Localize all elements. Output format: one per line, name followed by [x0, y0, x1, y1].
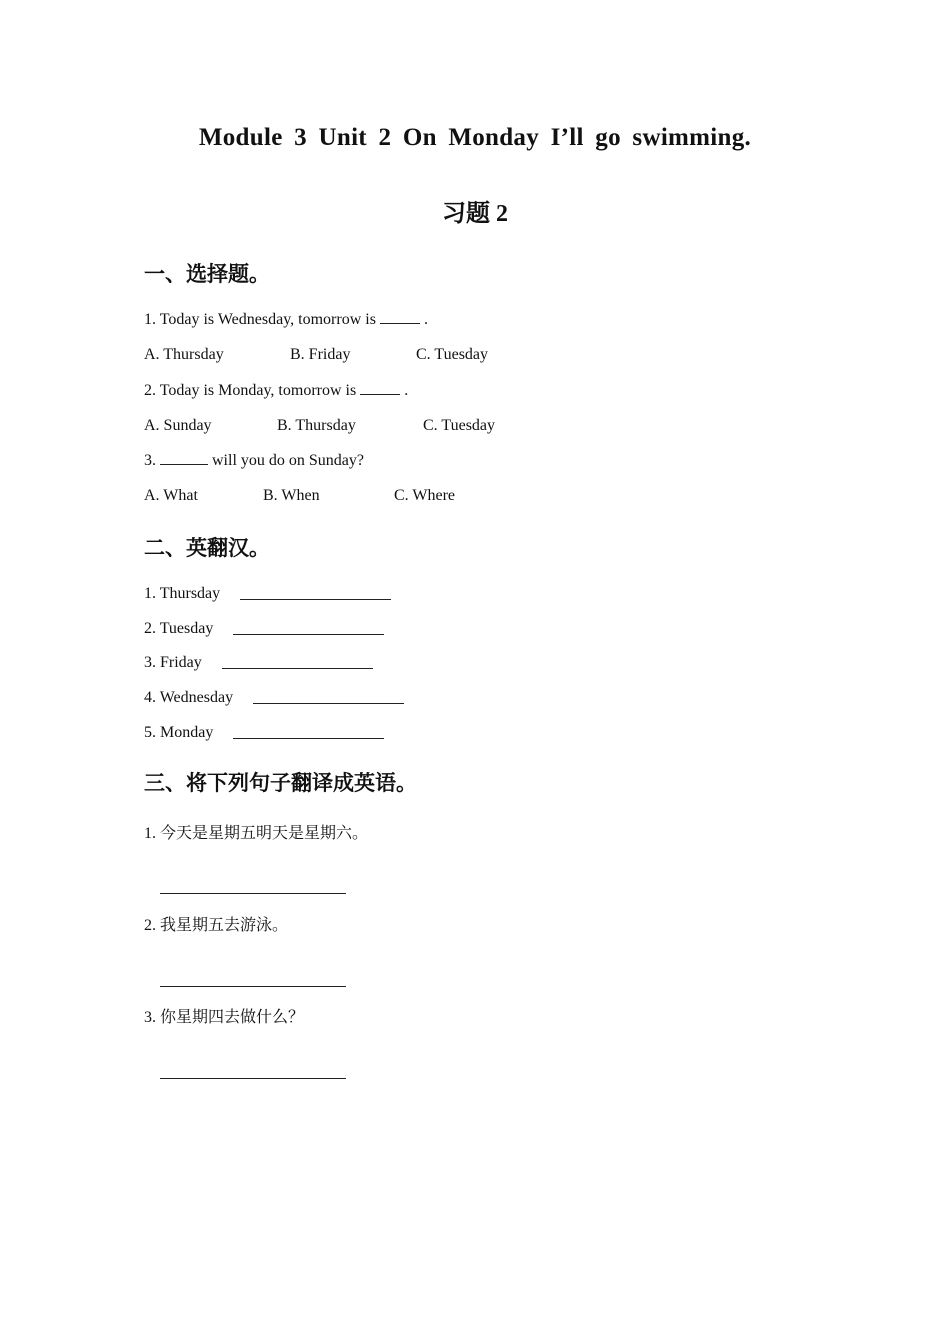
option-a: A. Thursday: [144, 346, 224, 363]
option-b: B. When: [263, 487, 320, 504]
word-label: 1. Thursday: [144, 585, 221, 602]
section-3-heading: 三、将下列句子翻译成英语。: [144, 771, 417, 795]
option-c: C. Tuesday: [423, 417, 496, 434]
option-b: B. Friday: [290, 346, 351, 363]
word-label: 3. Friday: [144, 654, 202, 671]
sentence-item: 2. 我星期五去游泳。: [144, 917, 289, 934]
answer-line: [253, 703, 404, 704]
question-suffix: .: [423, 311, 428, 328]
option-c: C. Where: [394, 487, 456, 504]
answer-line: [160, 986, 346, 987]
option-a: A. Sunday: [144, 417, 212, 434]
answer-line: [233, 738, 384, 739]
answer-blank: [160, 463, 208, 465]
page-subtitle: 习题 2: [442, 201, 508, 227]
section-2-heading: 二、英翻汉。: [144, 536, 270, 560]
sentence-item: 1. 今天是星期五明天是星期六。: [144, 825, 369, 842]
question-2: [144, 382, 408, 400]
question-text: 3.: [144, 452, 156, 469]
question-1: [144, 311, 428, 329]
section-1-heading: 一、选择题。: [144, 262, 270, 286]
list-item: [144, 724, 384, 742]
sentence-item: 3. 你星期四去做什么？: [144, 1009, 305, 1026]
question-suffix: .: [404, 382, 409, 399]
answer-line: [222, 668, 373, 669]
question-text: 1. Today is Wednesday, tomorrow is: [144, 311, 376, 328]
answer-blank: [380, 322, 420, 324]
list-item: [144, 689, 404, 707]
option-c: C. Tuesday: [416, 346, 489, 363]
word-label: 5. Monday: [144, 724, 214, 741]
question-3: [144, 452, 364, 470]
list-item: [144, 585, 391, 603]
word-label: 4. Wednesday: [144, 689, 234, 706]
answer-line: [240, 599, 391, 600]
word-label: 2. Tuesday: [144, 620, 214, 637]
question-text: 2. Today is Monday, tomorrow is: [144, 382, 357, 399]
list-item: [144, 654, 373, 672]
answer-line: [160, 1078, 346, 1079]
answer-blank: [360, 393, 400, 395]
option-b: B. Thursday: [277, 417, 356, 434]
page-title: Module 3 Unit 2 On Monday I’ll go swimming.: [198, 124, 752, 151]
answer-line: [233, 634, 384, 635]
answer-line: [160, 893, 346, 894]
list-item: [144, 620, 384, 638]
option-a: A. What: [144, 487, 198, 504]
question-suffix: will you do on Sunday?: [212, 452, 364, 469]
